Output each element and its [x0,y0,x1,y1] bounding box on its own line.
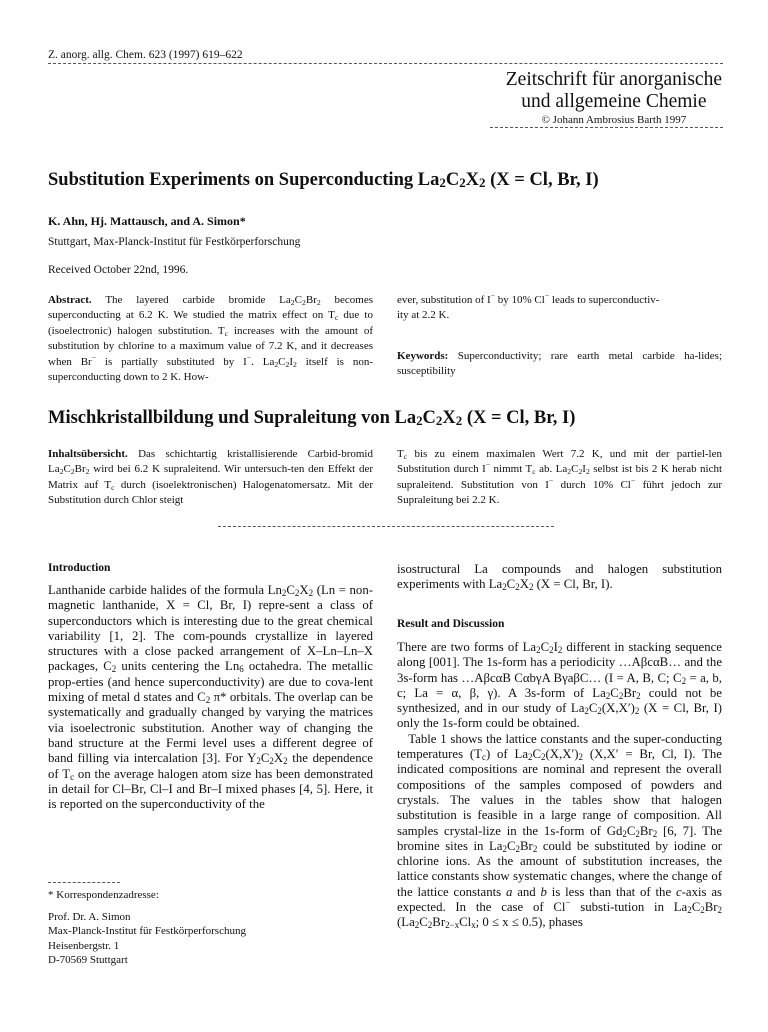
journal-masthead [506,69,722,127]
masthead-divider [490,127,723,128]
paper-title: Substitution Experiments on Superconducting $La_2C_2X_2$ (X = Cl, Br, I) [48,170,599,190]
german-summary-continued: $T_c$ bis zu einem maximalen Wert 7.2 K, und mit der partiel-len Substitution durch I− nimmt $T_c$ ab. $La_2C_2I_2$ selbst ist bis 2 K herab nicht supraleitend. Substitution von I− durch 10% Cl− führt jedoch zur Supraleitung bei 2.2 K. [397,448,723,507]
journal-citation: Z. anorg. allg. Chem. 623 (1997) 619–622 [48,49,243,61]
journal-name-line1: Zeitschrift für anorganische [505,69,722,90]
introduction-text: Lanthanide carbide halides of the formula $Ln_2C_2X_2$ (Ln = non-magnetic lanthanide, X = Cl, Br, I) repre-sent a class of superconductors which is interesting due to the great chemical variability [1, 2]. The com-pounds crystallize in layered structures with a close packed arrangement of X–Ln–Ln–X packages, $C_2$ units centering the $Ln_6$ octahedra. The metallic prop-erties (and hence superconductivity) are due to cova-lent mixing of metal d states and $C_2$ π* orbitals. The overlap can be systematically and gradually changed by varying the matrices via isoelectronic substitution. Another way of changing the band structure at the Fermi level uses a different degree of band filling via intercalation [3]. For $Y_2C_2X_2$ the dependence of $T_c$ on the average halogen atom size has been demonstrated in detail for Cl–Br, Cl–I and Br–I mixed phases [4, 5]. Here, it is reported on the superconductivity of the [48,583,373,812]
header-divider [48,63,723,64]
german-title: Mischkristallbildung und Supraleitung von $La_2C_2X_2$ (X = Cl, Br, I) [48,408,576,428]
keywords: Keywords: Superconductivity; rare earth metal carbide ha-lides; susceptibility [397,350,722,378]
introduction-heading: Introduction [48,562,111,574]
introduction-text-continued: isostructural La compounds and halogen substitution experiments with $La_2C_2X_2$ (X = Cl, Br, I). [397,562,722,593]
footnote-divider [48,882,120,883]
section-divider [218,526,554,527]
journal-copyright: © Johann Ambrosius Barth 1997 [541,114,687,126]
author-list: K. Ahn, Hj. Mattausch, and A. Simon* [48,214,246,228]
results-heading: Result and Discussion [397,618,505,630]
journal-name-line2: und allgemeine Chemie [521,91,707,112]
received-date: Received October 22nd, 1996. [48,264,189,276]
abstract-continued: ever, substitution of I− by 10% Cl− leads to superconductiv- ity at 2.2 K. [397,291,660,322]
affiliation: Stuttgart, Max-Planck-Institut für Festkörperforschung [48,236,301,248]
abstract: Abstract. The layered carbide bromide $La_2C_2Br_2$ becomes superconducting at 6.2 K. We studied the matrix effect on $T_c$ due to (isoelectronic) halogen substitution. $T_c$ increases with the amount of substitution by chlorine to a maximum value of 7.2 K, and it decreases when Br− is partially substituted by I−. $La_2C_2I_2$ itself is non-superconducting down to 2 K. How- [48,294,373,384]
footnote-marker: * Korrespondenzadresse: [48,889,159,901]
results-text: There are two forms of $La_2C_2I_2$ different in stacking sequence along [001]. The 1s-form has a periodicity …AβcαB… and the 3s-form has …AβcαB CαbγA BγaβC… (I = A, B, C; $C_2 = a$, b, c; La = α, β, γ). A 3s-form of $La_2C_2Br_2$ could not be synthesized, and in our study of $La_2C_2(X,X')_2$ (X = Cl, Br, I) only the 1s-form could be obtained. Table 1 shows the lattice constants and the super-conducting temperatures $(T_c)$ of $La_2C_2(X,X')_2$ (X,X′ = Br, Cl, I). The indicated compositions are nominal and represent the overall compositions of the samples composed of powders and crystals. The values in the tables show that halogen substitution is feasible in a large range of composition. All samples crystal-lize in the 1s-form of $Gd_2C_2Br_2$ [6, 7]. The bromine sites in $La_2C_2Br_2$ could be substituted by iodine or chlorine ions. As the amount of substitution increases, the lattice constants show systematic changes, where the change of the lattice constants a and b is less than that of the c-axis as expected. In the case of Cl− substi-tution in $La_2C_2Br_2$ ($La_2C_2Br_{2-x}Cl_x$; 0 ≤ x ≤ 0.5), phases [397,640,723,931]
footnote-address: Prof. Dr. A. Simon Max-Planck-Institut für Festkörperforschung Heisenbergstr. 1 D-70569 Stuttgart [48,911,246,967]
german-summary: Inhaltsübersicht. Das schichtartig kristallisierende Carbid-bromid $La_2C_2Br_2$ wird bei 6.2 K supraleitend. Wir untersuch-ten den Effekt der Matrix auf $T_c$ durch (isoelektronischen) Halogenatomersatz. Mit der Substitution durch Chlor steigt [48,448,373,507]
